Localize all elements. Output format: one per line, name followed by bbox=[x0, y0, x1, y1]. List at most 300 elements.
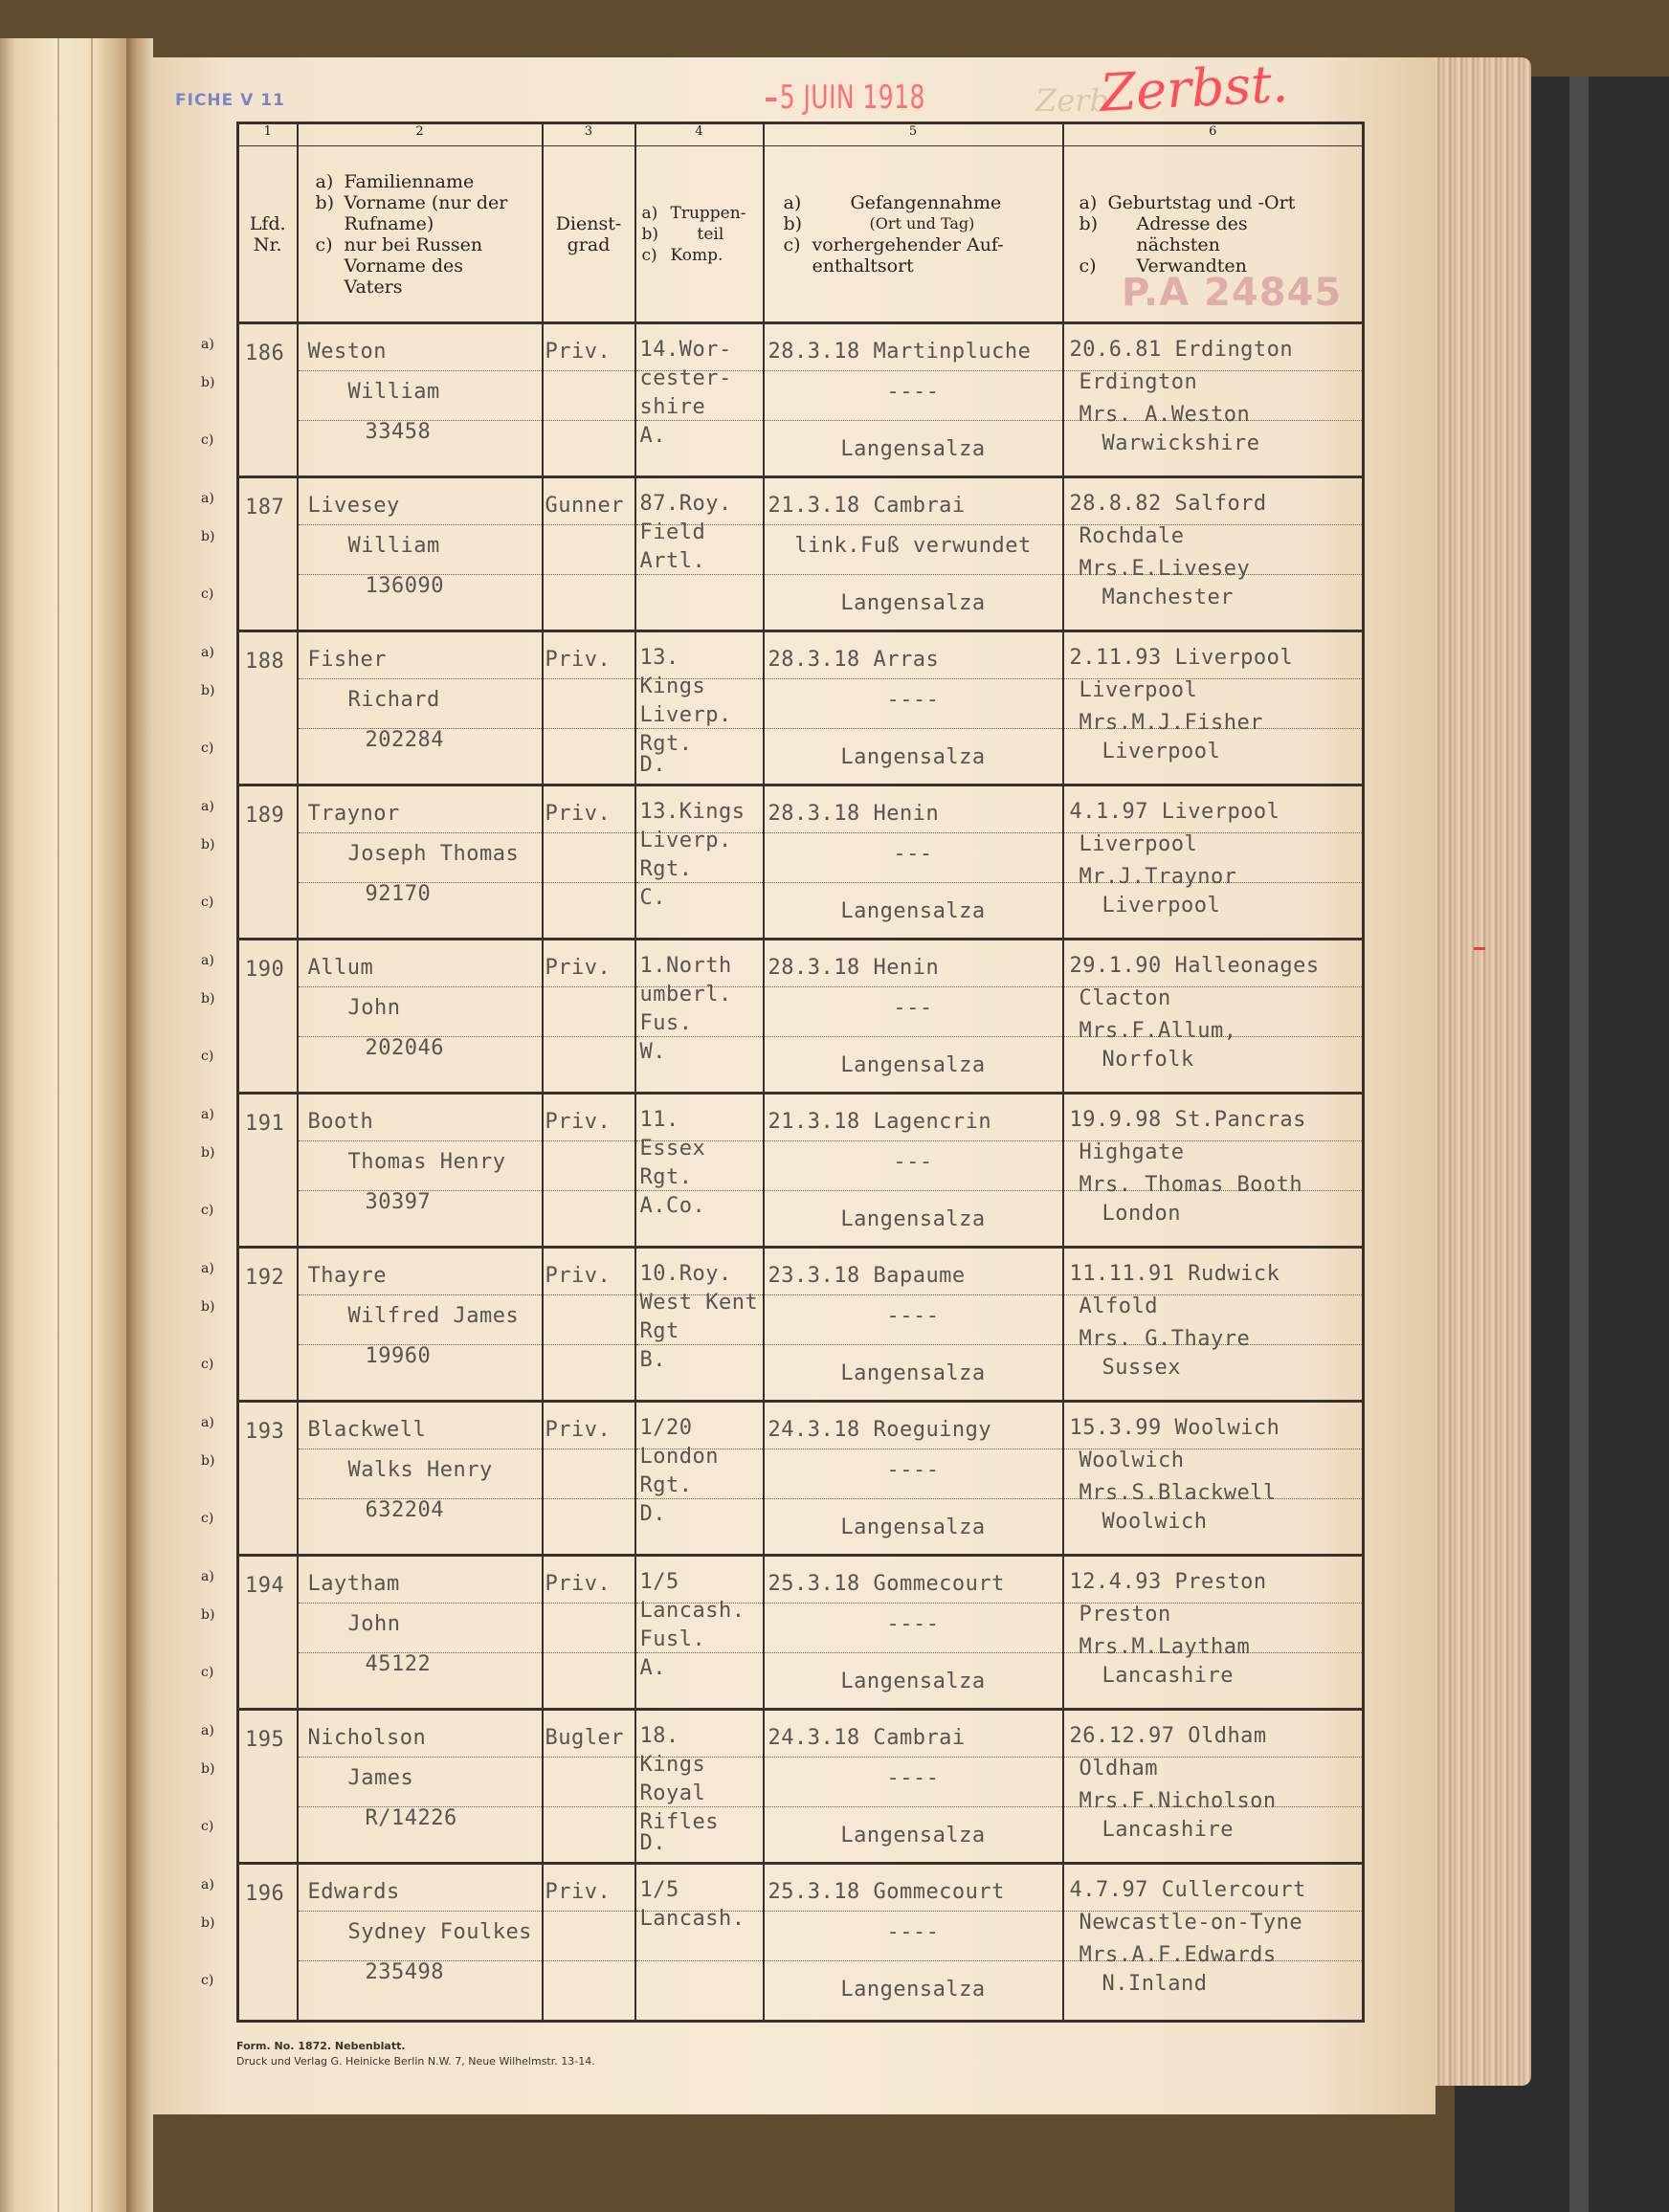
row-key-label: b) bbox=[201, 991, 215, 1006]
entry-unit-cell bbox=[635, 477, 764, 631]
entry-unit-cell bbox=[635, 1710, 764, 1864]
unit-line: 14.Wor- bbox=[639, 338, 732, 362]
header-dienst: Dienst- bbox=[555, 212, 622, 234]
dotted-rule bbox=[544, 1194, 634, 1240]
relative-line: Mrs.E.Livesey bbox=[1079, 557, 1251, 581]
unit-line: 11. bbox=[639, 1108, 679, 1132]
entry-name-cell bbox=[298, 1248, 543, 1402]
relative-line: 2.11.93 Liverpool bbox=[1069, 646, 1294, 670]
capture-note: --- bbox=[893, 996, 933, 1020]
entry-number: 193 bbox=[245, 1420, 285, 1444]
unit-line: shire bbox=[639, 395, 706, 419]
date-stamp-text: 5 JUIN 1918 bbox=[779, 78, 925, 117]
entry-capture-cell bbox=[764, 1094, 1063, 1248]
entry-relative-cell bbox=[1063, 1248, 1364, 1402]
previous-location: Langensalza bbox=[840, 745, 986, 769]
rank: Priv. bbox=[545, 1110, 612, 1134]
row-key-label: c) bbox=[201, 1973, 214, 1988]
row-key-label: b) bbox=[201, 375, 215, 390]
relative-line: Preston bbox=[1079, 1603, 1171, 1626]
entry-name-cell bbox=[298, 1094, 543, 1248]
entry-name-cell bbox=[298, 323, 543, 477]
left-page bbox=[0, 38, 126, 2212]
entry-capture-cell bbox=[764, 323, 1063, 477]
header-col2 bbox=[298, 146, 543, 323]
dotted-rule bbox=[544, 732, 634, 778]
table-row bbox=[238, 940, 1364, 1094]
row-key-label: b) bbox=[201, 837, 215, 852]
entry-number: 190 bbox=[245, 958, 285, 982]
dotted-rule bbox=[636, 1964, 763, 2010]
entry-unit-cell bbox=[635, 323, 764, 477]
row-key-label: b) bbox=[201, 1145, 215, 1161]
given-name: John bbox=[347, 1612, 401, 1636]
relative-line: 11.11.91 Rudwick bbox=[1069, 1262, 1280, 1286]
capture-place-date: 23.3.18 Bapaume bbox=[768, 1264, 966, 1288]
entry-relative-cell bbox=[1063, 940, 1364, 1094]
dotted-rule bbox=[544, 1298, 634, 1345]
rank: Priv. bbox=[545, 1572, 612, 1596]
unit-line: 1/5 bbox=[639, 1878, 679, 1902]
dotted-rule bbox=[636, 578, 763, 624]
header-col4-b: b) teil bbox=[641, 224, 724, 244]
date-stamp bbox=[766, 78, 925, 117]
relative-line: Mrs.M.J.Fisher bbox=[1079, 711, 1263, 735]
entry-relative-cell bbox=[1063, 323, 1364, 477]
previous-location: Langensalza bbox=[840, 1670, 986, 1693]
rank: Bugler bbox=[545, 1726, 624, 1750]
entry-capture-cell bbox=[764, 940, 1063, 1094]
previous-location: Langensalza bbox=[840, 1824, 986, 1847]
entry-number-cell bbox=[238, 785, 298, 940]
entry-capture-cell bbox=[764, 631, 1063, 785]
service-number: 33458 bbox=[365, 420, 432, 444]
relative-line: Mrs.S.Blackwell bbox=[1079, 1481, 1277, 1505]
unit-line: 13.Kings bbox=[639, 800, 745, 824]
given-name: Sydney Foulkes bbox=[347, 1920, 532, 1944]
row-key-label: a) bbox=[201, 1261, 214, 1276]
relative-line: Mrs. Thomas Booth bbox=[1079, 1173, 1303, 1197]
given-name: Wilfred James bbox=[347, 1304, 520, 1328]
unit-line: Fus. bbox=[639, 1011, 693, 1035]
header-col6-b: b) Adresse des nächsten bbox=[1079, 212, 1248, 255]
column-number-row bbox=[238, 123, 1364, 146]
entry-name-cell bbox=[298, 785, 543, 940]
row-key-label: c) bbox=[201, 586, 214, 602]
entry-capture-cell bbox=[764, 1556, 1063, 1710]
entry-number-cell bbox=[238, 323, 298, 477]
entry-relative-cell bbox=[1063, 1710, 1364, 1864]
dotted-rule bbox=[544, 990, 634, 1037]
entry-name-cell bbox=[298, 1710, 543, 1864]
family-name: Thayre bbox=[307, 1264, 387, 1288]
row-key-label: b) bbox=[201, 1915, 215, 1931]
rank: Priv. bbox=[545, 956, 612, 980]
entry-number: 196 bbox=[245, 1882, 285, 1906]
unit-line: 1/5 bbox=[639, 1570, 679, 1594]
dotted-rule bbox=[544, 1964, 634, 2010]
entry-capture-cell bbox=[764, 477, 1063, 631]
capture-place-date: 21.3.18 Cambrai bbox=[768, 494, 966, 518]
col-number: 4 bbox=[635, 123, 764, 146]
entry-number: 189 bbox=[245, 804, 285, 828]
relative-line: Mrs.F.Nicholson bbox=[1079, 1789, 1277, 1813]
unit-line: 1.North bbox=[639, 954, 732, 978]
relative-line: Liverpool bbox=[1079, 678, 1198, 702]
dotted-rule bbox=[544, 836, 634, 883]
capture-note: --- bbox=[893, 842, 933, 866]
entry-rank-cell bbox=[543, 1556, 635, 1710]
relative-line: Mrs.A.F.Edwards bbox=[1079, 1943, 1277, 1967]
unit-line: 87.Roy. bbox=[639, 492, 732, 516]
relative-line: Lancashire bbox=[1102, 1664, 1234, 1688]
row-key-label: a) bbox=[201, 1723, 214, 1738]
row-key-label: c) bbox=[201, 1511, 214, 1526]
row-key-label: b) bbox=[201, 1299, 215, 1315]
dotted-rule bbox=[544, 1760, 634, 1807]
family-name: Livesey bbox=[307, 494, 400, 518]
unit-line: Liverp. bbox=[639, 703, 732, 727]
red-tab-mark bbox=[1474, 947, 1485, 950]
service-number: 202284 bbox=[365, 728, 444, 752]
table-row bbox=[238, 323, 1364, 477]
entry-unit-cell bbox=[635, 1248, 764, 1402]
col-number: 3 bbox=[543, 123, 635, 146]
rank: Priv. bbox=[545, 648, 612, 672]
capture-note: ---- bbox=[886, 1304, 940, 1328]
relative-line: Mrs.M.Laytham bbox=[1079, 1635, 1251, 1659]
entry-capture-cell bbox=[764, 785, 1063, 940]
header-col5-a: a) Gefangennahme bbox=[783, 191, 1002, 213]
unit-line: 18. bbox=[639, 1724, 679, 1748]
relative-line: Manchester bbox=[1102, 586, 1234, 609]
unit-line: Lancash. bbox=[639, 1907, 745, 1931]
relative-line: Alfold bbox=[1079, 1294, 1158, 1318]
family-name: Weston bbox=[307, 340, 387, 364]
dotted-rule bbox=[544, 1502, 634, 1548]
capture-place-date: 28.3.18 Martinpluche bbox=[768, 340, 1032, 364]
row-key-label: b) bbox=[201, 529, 215, 544]
unit-line: Essex bbox=[639, 1137, 706, 1161]
given-name: John bbox=[347, 996, 401, 1020]
row-key-label: a) bbox=[201, 1107, 214, 1122]
capture-place-date: 21.3.18 Lagencrin bbox=[768, 1110, 992, 1134]
row-key-label: b) bbox=[201, 683, 215, 698]
given-name: Richard bbox=[347, 688, 440, 712]
dotted-rule bbox=[299, 1760, 542, 1807]
entry-number-cell bbox=[238, 477, 298, 631]
previous-location: Langensalza bbox=[840, 1978, 986, 2002]
relative-line: 4.7.97 Cullercourt bbox=[1069, 1878, 1306, 1902]
row-key-label: a) bbox=[201, 1415, 214, 1430]
unit-line: West Kent bbox=[639, 1291, 759, 1315]
unit-line: Kings bbox=[639, 1753, 706, 1777]
service-number: 202046 bbox=[365, 1036, 444, 1060]
dotted-rule bbox=[544, 424, 634, 470]
header-grad: grad bbox=[567, 233, 611, 255]
capture-place-date: 24.3.18 Cambrai bbox=[768, 1726, 966, 1750]
unit-line: Rgt. bbox=[639, 1473, 693, 1497]
relative-line: Norfolk bbox=[1102, 1048, 1194, 1072]
entry-rank-cell bbox=[543, 1094, 635, 1248]
unit-line: A.Co. bbox=[639, 1194, 706, 1218]
entries-body bbox=[238, 323, 1364, 2022]
entry-unit-cell bbox=[635, 940, 764, 1094]
relative-line: Rochdale bbox=[1079, 524, 1185, 548]
register-table-wrap bbox=[236, 122, 1362, 2016]
entry-unit-cell bbox=[635, 1094, 764, 1248]
header-col3 bbox=[543, 146, 635, 323]
relative-line: 20.6.81 Erdington bbox=[1069, 338, 1294, 362]
entry-relative-cell bbox=[1063, 631, 1364, 785]
entry-rank-cell bbox=[543, 477, 635, 631]
header-nr: Nr. bbox=[253, 233, 282, 255]
row-key-label: c) bbox=[201, 741, 214, 756]
capture-note: ---- bbox=[886, 380, 940, 404]
relative-line: 12.4.93 Preston bbox=[1069, 1570, 1267, 1594]
relative-line: Sussex bbox=[1102, 1356, 1181, 1380]
row-key-label: b) bbox=[201, 1607, 215, 1623]
dotted-rule bbox=[544, 1606, 634, 1653]
capture-note: ---- bbox=[886, 688, 940, 712]
entry-rank-cell bbox=[543, 1248, 635, 1402]
stamp-dash-icon bbox=[766, 98, 776, 101]
capture-place-date: 24.3.18 Roeguingy bbox=[768, 1418, 992, 1442]
header-col4-c: c) Komp. bbox=[641, 245, 723, 265]
table-row bbox=[238, 1402, 1364, 1556]
relative-line: Liverpool bbox=[1079, 832, 1198, 856]
row-key-label: c) bbox=[201, 1819, 214, 1834]
col-number: 5 bbox=[764, 123, 1063, 146]
service-number: R/14226 bbox=[365, 1806, 457, 1830]
unit-line: Rgt. bbox=[639, 1165, 693, 1189]
entry-unit-cell bbox=[635, 785, 764, 940]
unit-line: Rifles bbox=[639, 1810, 719, 1834]
entry-rank-cell bbox=[543, 1710, 635, 1864]
form-number: Form. No. 1872. Nebenblatt. bbox=[236, 2040, 406, 2052]
dotted-rule bbox=[544, 1348, 634, 1394]
rank: Priv. bbox=[545, 1880, 612, 1904]
previous-location: Langensalza bbox=[840, 437, 986, 461]
relative-line: London bbox=[1102, 1202, 1181, 1226]
relative-line: Mrs. G.Thayre bbox=[1079, 1327, 1251, 1351]
family-name: Fisher bbox=[307, 648, 387, 672]
col-number: 2 bbox=[298, 123, 543, 146]
unit-line: C. bbox=[639, 886, 666, 910]
row-key-label: b) bbox=[201, 1453, 215, 1469]
relative-line: 4.1.97 Liverpool bbox=[1069, 800, 1280, 824]
relative-line: Clacton bbox=[1079, 986, 1171, 1010]
unit-line: D. bbox=[639, 1502, 666, 1526]
pencil-note: Zerb bbox=[1035, 82, 1109, 119]
relative-line: Newcastle-on-Tyne bbox=[1079, 1911, 1303, 1935]
header-row bbox=[238, 146, 1364, 323]
entry-number: 192 bbox=[245, 1266, 285, 1290]
capture-note: ---- bbox=[886, 1612, 940, 1636]
entry-number-cell bbox=[238, 1248, 298, 1402]
entry-number-cell bbox=[238, 1710, 298, 1864]
rank: Priv. bbox=[545, 1418, 612, 1442]
relative-line: Liverpool bbox=[1102, 894, 1221, 918]
entry-rank-cell bbox=[543, 631, 635, 785]
dotted-rule bbox=[544, 1040, 634, 1086]
row-key-label: a) bbox=[201, 645, 214, 660]
family-name: Nicholson bbox=[307, 1726, 427, 1750]
entry-number: 188 bbox=[245, 650, 285, 674]
row-key-label: c) bbox=[201, 1203, 214, 1218]
header-col4-a: a) Truppen- bbox=[641, 203, 746, 223]
previous-location: Langensalza bbox=[840, 1207, 986, 1231]
entry-number: 186 bbox=[245, 342, 285, 365]
reference-stamp: P.A 24845 bbox=[1122, 271, 1343, 315]
entry-name-cell bbox=[298, 1402, 543, 1556]
family-name: Allum bbox=[307, 956, 374, 980]
dotted-rule bbox=[544, 682, 634, 729]
family-name: Traynor bbox=[307, 802, 400, 826]
unit-line: B. bbox=[639, 1348, 666, 1372]
entry-name-cell bbox=[298, 940, 543, 1094]
header-col2-c: c) nur bei Russen Vorname des Vaters bbox=[315, 233, 483, 298]
entry-unit-cell bbox=[635, 1402, 764, 1556]
entry-relative-cell bbox=[1063, 1094, 1364, 1248]
relative-line: Woolwich bbox=[1079, 1449, 1185, 1472]
entry-unit-cell bbox=[635, 1556, 764, 1710]
header-col5 bbox=[764, 146, 1063, 323]
entry-relative-cell bbox=[1063, 1556, 1364, 1710]
capture-note: ---- bbox=[886, 1766, 940, 1790]
unit-line: D. bbox=[639, 753, 666, 777]
dotted-rule bbox=[544, 578, 634, 624]
table-row bbox=[238, 477, 1364, 631]
form-footer bbox=[236, 2039, 595, 2069]
entry-name-cell bbox=[298, 1556, 543, 1710]
row-key-label: a) bbox=[201, 337, 214, 352]
family-name: Edwards bbox=[307, 1880, 400, 1904]
dotted-rule bbox=[299, 1606, 542, 1653]
entry-name-cell bbox=[298, 631, 543, 785]
relative-line: Oldham bbox=[1079, 1757, 1158, 1781]
dotted-rule bbox=[299, 990, 542, 1037]
capture-place-date: 28.3.18 Henin bbox=[768, 802, 940, 826]
entry-number-cell bbox=[238, 1556, 298, 1710]
entry-rank-cell bbox=[543, 940, 635, 1094]
unit-line: Artl. bbox=[639, 549, 706, 573]
dotted-rule bbox=[544, 1914, 634, 1961]
row-key-label: c) bbox=[201, 1049, 214, 1064]
relative-line: N.Inland bbox=[1102, 1972, 1208, 1996]
service-number: 632204 bbox=[365, 1498, 444, 1522]
relative-line: Liverpool bbox=[1102, 740, 1221, 763]
page-stack-edge bbox=[1421, 57, 1531, 2086]
relative-line: Highgate bbox=[1079, 1140, 1185, 1164]
entry-capture-cell bbox=[764, 1402, 1063, 1556]
capture-place-date: 28.3.18 Henin bbox=[768, 956, 940, 980]
unit-line: W. bbox=[639, 1040, 666, 1064]
table-row bbox=[238, 1248, 1364, 1402]
entry-relative-cell bbox=[1063, 477, 1364, 631]
capture-place-date: 25.3.18 Gommecourt bbox=[768, 1572, 1005, 1596]
table-row bbox=[238, 785, 1364, 940]
row-key-label: c) bbox=[201, 895, 214, 910]
entry-name-cell bbox=[298, 477, 543, 631]
relative-line: 19.9.98 St.Pancras bbox=[1069, 1108, 1306, 1132]
header-col5-b: b) (Ort und Tag) bbox=[783, 212, 975, 234]
entry-number: 195 bbox=[245, 1728, 285, 1752]
relative-line: 15.3.99 Woolwich bbox=[1069, 1416, 1280, 1440]
entry-number-cell bbox=[238, 1094, 298, 1248]
entry-number-cell bbox=[238, 1402, 298, 1556]
header-lfd: Lfd. bbox=[249, 212, 286, 234]
service-number: 136090 bbox=[365, 574, 444, 598]
header-col4 bbox=[635, 146, 764, 323]
rank: Priv. bbox=[545, 340, 612, 364]
unit-line: London bbox=[639, 1445, 719, 1469]
previous-location: Langensalza bbox=[840, 1361, 986, 1385]
relative-line: Mrs. A.Weston bbox=[1079, 403, 1251, 427]
entry-capture-cell bbox=[764, 1710, 1063, 1864]
rank: Priv. bbox=[545, 1264, 612, 1288]
unit-line: Rgt. bbox=[639, 857, 693, 881]
unit-line: 1/20 bbox=[639, 1416, 693, 1440]
dotted-rule bbox=[544, 886, 634, 932]
unit-line: Rgt bbox=[639, 1319, 679, 1343]
previous-location: Langensalza bbox=[840, 1053, 986, 1077]
given-name: Thomas Henry bbox=[347, 1150, 506, 1174]
service-number: 30397 bbox=[365, 1190, 432, 1214]
unit-line: Field bbox=[639, 520, 706, 544]
relative-line: 29.1.90 Halleonages bbox=[1069, 954, 1320, 978]
header-col2-b: b) Vorname (nur der Rufname) bbox=[315, 191, 508, 234]
relative-line: 26.12.97 Oldham bbox=[1069, 1724, 1267, 1748]
row-key-label: a) bbox=[201, 491, 214, 506]
fiche-stamp: FICHE V 11 bbox=[175, 91, 285, 110]
dotted-rule bbox=[544, 528, 634, 575]
entry-capture-cell bbox=[764, 1248, 1063, 1402]
row-key-label: c) bbox=[201, 432, 214, 448]
service-number: 235498 bbox=[365, 1960, 444, 1984]
entry-rank-cell bbox=[543, 323, 635, 477]
rank: Priv. bbox=[545, 802, 612, 826]
capture-place-date: 28.3.18 Arras bbox=[768, 648, 940, 672]
header-col5-c: c) vorhergehender Auf-enthaltsort bbox=[783, 233, 1004, 276]
service-number: 19960 bbox=[365, 1344, 432, 1368]
given-name: William bbox=[347, 380, 440, 404]
entry-rank-cell bbox=[543, 1864, 635, 2022]
dotted-rule bbox=[544, 1656, 634, 1702]
unit-line: 13. bbox=[639, 646, 679, 670]
capture-note: ---- bbox=[886, 1458, 940, 1482]
book-cover-edge bbox=[1569, 77, 1589, 2212]
unit-line: Rgt. bbox=[639, 732, 693, 756]
relative-line: Warwickshire bbox=[1102, 431, 1260, 455]
unit-line: Royal bbox=[639, 1781, 706, 1805]
register-table bbox=[236, 122, 1365, 2023]
table-row bbox=[238, 1864, 1364, 2022]
row-key-label: a) bbox=[201, 953, 214, 968]
relative-line: Mrs.F.Allum, bbox=[1079, 1019, 1237, 1043]
header-col6-c: c) Verwandten bbox=[1079, 254, 1247, 276]
unit-line: umberl. bbox=[639, 983, 732, 1006]
row-key-label: c) bbox=[201, 1357, 214, 1372]
relative-line: Erdington bbox=[1079, 370, 1198, 394]
unit-line: Kings bbox=[639, 675, 706, 698]
entry-unit-cell bbox=[635, 631, 764, 785]
relative-line: Woolwich bbox=[1102, 1510, 1208, 1534]
family-name: Laytham bbox=[307, 1572, 400, 1596]
entry-number-cell bbox=[238, 1864, 298, 2022]
table-row bbox=[238, 1094, 1364, 1248]
relative-line: 28.8.82 Salford bbox=[1069, 492, 1267, 516]
